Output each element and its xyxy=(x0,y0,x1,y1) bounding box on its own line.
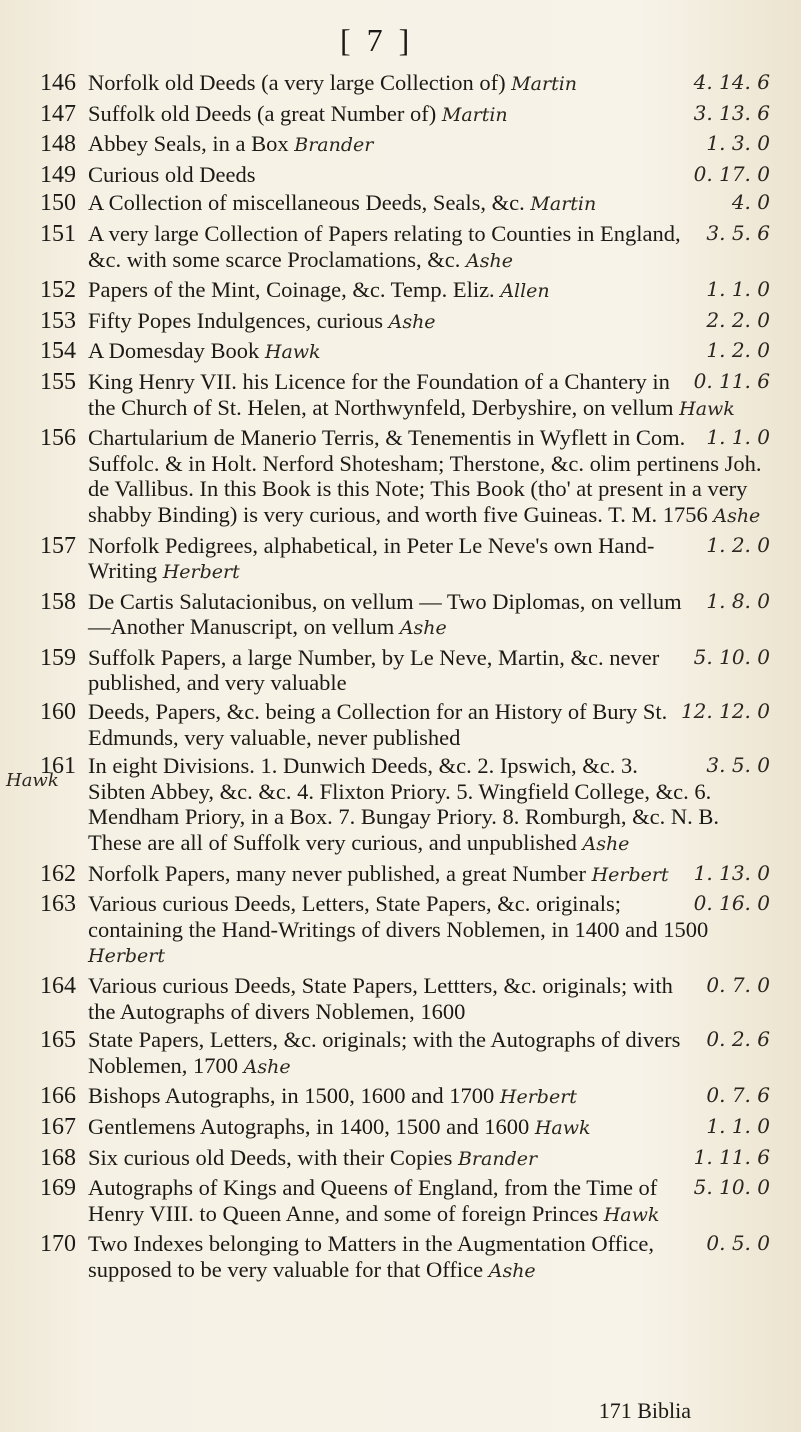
lot-buyer: Brander xyxy=(294,134,374,157)
lot-number: 155 xyxy=(40,368,76,395)
lot-price: 12. 12. 0 xyxy=(680,699,770,724)
lot-entry xyxy=(40,338,770,366)
lot-number: 152 xyxy=(40,277,76,304)
lot-text: Suffolk Papers, a large Number, by Le Neve, Martin, &c. never published, and very valuable xyxy=(88,644,660,696)
lot-text: Six curious old Deeds, with their Copies xyxy=(88,1144,453,1170)
lot-description xyxy=(88,162,770,188)
lot-price: 5. 10. 0 xyxy=(693,1175,770,1200)
lot-price: 1. 8. 0 xyxy=(706,588,770,613)
lot-buyer: Herbert xyxy=(162,561,240,584)
lot-price: 0. 2. 6 xyxy=(706,1027,770,1052)
lot-description xyxy=(88,425,770,529)
lot-price: 4. 14. 6 xyxy=(693,70,770,94)
lot-description xyxy=(88,589,770,642)
lot-buyer: Hawk xyxy=(264,341,321,364)
lot-description xyxy=(88,1027,770,1080)
lot-buyer: Ashe xyxy=(713,504,761,527)
lot-description xyxy=(88,699,770,750)
lot-number: 151 xyxy=(40,220,76,247)
lot-description xyxy=(88,308,770,336)
lot-entry xyxy=(40,861,770,889)
lot-description xyxy=(88,131,770,159)
lot-number: 149 xyxy=(40,161,76,188)
lot-price: 1. 1. 0 xyxy=(706,277,770,302)
lot-entry xyxy=(40,1083,770,1111)
lot-text: A Domesday Book xyxy=(88,338,260,364)
lot-entry xyxy=(40,699,770,750)
lot-description xyxy=(88,1145,770,1173)
lot-text: Two Indexes belonging to Matters in the Augmentation Office, supposed to be very valuable for that Office xyxy=(88,1231,655,1282)
lot-entry xyxy=(40,131,770,159)
lot-entry xyxy=(40,221,770,274)
lot-buyer: Martin xyxy=(530,193,597,216)
lot-entry xyxy=(40,369,770,422)
lot-number: 148 xyxy=(40,131,76,158)
lot-entry xyxy=(40,277,770,305)
lot-text: In eight Divisions. 1. Dunwich Deeds, &c. 2. Ipswich, &c. 3. Sibten Abbey, &c. &c. 4. Flixton Priory. 5. Wingfield College, &c. 6. Mendham Priory, in a Box. 7. Bungay Priory. 8. Romburgh, &c. N. B. These are all of Suffolk very curious, and unpublished xyxy=(88,753,720,856)
lot-price: 0. 5. 0 xyxy=(706,1231,770,1256)
lot-buyer: Herbert xyxy=(88,945,166,968)
lot-price: 0. 7. 6 xyxy=(706,1083,770,1108)
lot-number: 170 xyxy=(40,1231,76,1258)
lot-number: 168 xyxy=(40,1144,76,1171)
lot-price: 2. 2. 0 xyxy=(706,307,770,332)
lot-text: De Cartis Salutacionibus, on vellum — Two Diplomas, on vellum—Another Manuscript, on vellum xyxy=(88,588,682,640)
lot-entry xyxy=(40,589,770,642)
lot-text: Suffolk old Deeds (a great Number of) xyxy=(88,100,437,126)
lot-entry xyxy=(40,533,770,586)
lot-entry xyxy=(40,425,770,529)
lot-text: Curious old Deeds xyxy=(88,161,256,187)
lot-price: 1. 13. 0 xyxy=(693,860,770,885)
lot-text: King Henry VII. his Licence for the Foundation of a Chantery in the Church of St. Helen, at Northwynfeld, Derbyshire, on vellum xyxy=(88,368,674,420)
lot-entry xyxy=(40,753,770,857)
lot-description xyxy=(88,101,770,129)
lot-number: 163 xyxy=(40,891,76,918)
lot-price: 3. 5. 0 xyxy=(706,753,770,778)
lot-price: 0. 16. 0 xyxy=(693,891,770,916)
catchword: 171 Biblia xyxy=(598,1398,691,1423)
lot-buyer: Allen xyxy=(500,280,550,303)
lot-price: 3. 13. 6 xyxy=(693,100,770,125)
lot-text: State Papers, Letters, &c. originals; with the Autographs of divers Noblemen, 1700 xyxy=(88,1027,681,1078)
lot-buyer: Ashe xyxy=(243,1055,291,1078)
entry-list xyxy=(40,70,770,1288)
lot-entry xyxy=(40,1231,770,1284)
lot-buyer: Hawk xyxy=(534,1116,591,1139)
lot-description xyxy=(88,190,770,218)
lot-description xyxy=(88,645,770,696)
lot-number: 150 xyxy=(40,190,76,217)
lot-buyer: Ashe xyxy=(466,249,513,272)
lot-number: 146 xyxy=(40,70,76,96)
lot-buyer: Hawk xyxy=(603,1203,660,1226)
lot-buyer: Ashe xyxy=(582,833,630,856)
lot-description xyxy=(88,369,770,422)
lot-price: 5. 10. 0 xyxy=(693,644,770,669)
lot-price: 1. 1. 0 xyxy=(706,1113,770,1138)
lot-price: 3. 5. 6 xyxy=(706,220,770,245)
lot-text: A Collection of miscellaneous Deeds, Seals, &c. xyxy=(88,190,525,216)
lot-number: 161 xyxy=(40,753,76,780)
lot-price: 0. 11. 6 xyxy=(693,368,770,393)
lot-number: 160 xyxy=(40,699,76,726)
lot-number: 158 xyxy=(40,588,76,615)
lot-buyer: Ashe xyxy=(399,617,447,640)
lot-price: 0. 17. 0 xyxy=(693,161,770,186)
lot-price: 4. 0 xyxy=(731,190,770,215)
lot-number: 156 xyxy=(40,425,76,452)
lot-description xyxy=(88,753,770,857)
lot-entry xyxy=(40,1114,770,1142)
lot-price: 1. 11. 6 xyxy=(693,1144,770,1169)
lot-description xyxy=(88,1083,770,1111)
lot-entry xyxy=(40,891,770,970)
lot-text: Fifty Popes Indulgences, curious xyxy=(88,307,383,333)
lot-buyer: Herbert xyxy=(591,863,669,886)
lot-entry xyxy=(40,190,770,218)
lot-entry xyxy=(40,1175,770,1228)
lot-description xyxy=(88,277,770,305)
lot-number: 169 xyxy=(40,1175,76,1202)
lot-number: 147 xyxy=(40,100,76,127)
lot-text: Various curious Deeds, State Papers, Lettters, &c. originals; with the Autographs of divers Noblemen, 1600 xyxy=(88,973,673,1024)
lot-description xyxy=(88,861,770,889)
lot-price: 1. 2. 0 xyxy=(706,532,770,557)
lot-entry xyxy=(40,101,770,129)
lot-description xyxy=(88,1114,770,1142)
lot-text: Autographs of Kings and Queens of England, from the Time of Henry VIII. to Queen Anne, and some of foreign Princes xyxy=(88,1175,658,1226)
lot-entry xyxy=(40,645,770,696)
lot-number: 157 xyxy=(40,532,76,559)
lot-buyer: Herbert xyxy=(499,1086,577,1109)
lot-entry xyxy=(40,1027,770,1080)
lot-text: Gentlemens Autographs, in 1400, 1500 and 1600 xyxy=(88,1113,530,1139)
lot-description xyxy=(88,70,770,98)
lot-number: 162 xyxy=(40,860,76,887)
lot-description xyxy=(88,1231,770,1284)
lot-description xyxy=(88,891,770,970)
lot-buyer: Martin xyxy=(511,73,578,95)
lot-text: Norfolk Papers, many never published, a great Number xyxy=(88,860,586,886)
lot-buyer: Ashe xyxy=(388,310,436,333)
lot-entry xyxy=(40,973,770,1024)
lot-entry xyxy=(40,308,770,336)
lot-text: Norfolk old Deeds (a very large Collection of) xyxy=(88,70,506,95)
lot-text: Various curious Deeds, Letters, State Papers, &c. originals; containing the Hand-Writings of divers Noblemen, in 1400 and 1500 xyxy=(88,891,709,942)
lot-description xyxy=(88,973,770,1024)
lot-text: Papers of the Mint, Coinage, &c. Temp. Eliz. xyxy=(88,277,495,303)
lot-entry xyxy=(40,162,770,188)
lot-number: 167 xyxy=(40,1113,76,1140)
lot-buyer: Hawk xyxy=(679,397,735,420)
lot-description xyxy=(88,221,770,274)
lot-number: 166 xyxy=(40,1083,76,1110)
lot-text: A very large Collection of Papers relating to Counties in England, &c. with some scarce Proclamations, &c. xyxy=(88,220,681,272)
page-number: [ 7 ] xyxy=(340,22,414,58)
lot-text: Chartularium de Manerio Terris, & Tenementis in Wyflett in Com. Suffolc. & in Holt. Nerford Shotesham; Therstone, &c. olim pertinens Joh. de Vallibus. In this Book is this Note; This Book (tho' at present in a very shabby Binding) is very curious, and worth five Guineas. T. M. 1756 xyxy=(88,425,762,527)
lot-description xyxy=(88,1175,770,1228)
lot-description xyxy=(88,338,770,366)
lot-entry xyxy=(40,70,770,98)
lot-text: Norfolk Pedigrees, alphabetical, in Peter Le Neve's own Hand-Writing xyxy=(88,532,655,584)
lot-buyer: Martin xyxy=(441,103,508,126)
lot-text: Bishops Autographs, in 1500, 1600 and 1700 xyxy=(88,1083,495,1109)
lot-number: 154 xyxy=(40,338,76,365)
lot-price: 0. 7. 0 xyxy=(706,973,770,997)
lot-buyer: Ashe xyxy=(488,1259,536,1282)
lot-description xyxy=(88,533,770,586)
lot-number: 153 xyxy=(40,307,76,334)
lot-number: 164 xyxy=(40,973,76,999)
lot-price: 1. 2. 0 xyxy=(706,338,770,363)
lot-text: Abbey Seals, in a Box xyxy=(88,131,289,157)
lot-number: 159 xyxy=(40,644,76,671)
lot-buyer: Brander xyxy=(457,1147,538,1170)
lot-number: 165 xyxy=(40,1027,76,1054)
lot-price: 1. 3. 0 xyxy=(706,131,770,156)
lot-entry xyxy=(40,1145,770,1173)
lot-text: Deeds, Papers, &c. being a Collection for an History of Bury St. Edmunds, very valuable, never published xyxy=(88,699,668,750)
lot-price: 1. 1. 0 xyxy=(706,425,770,450)
margin-note: Hawk xyxy=(6,770,59,791)
